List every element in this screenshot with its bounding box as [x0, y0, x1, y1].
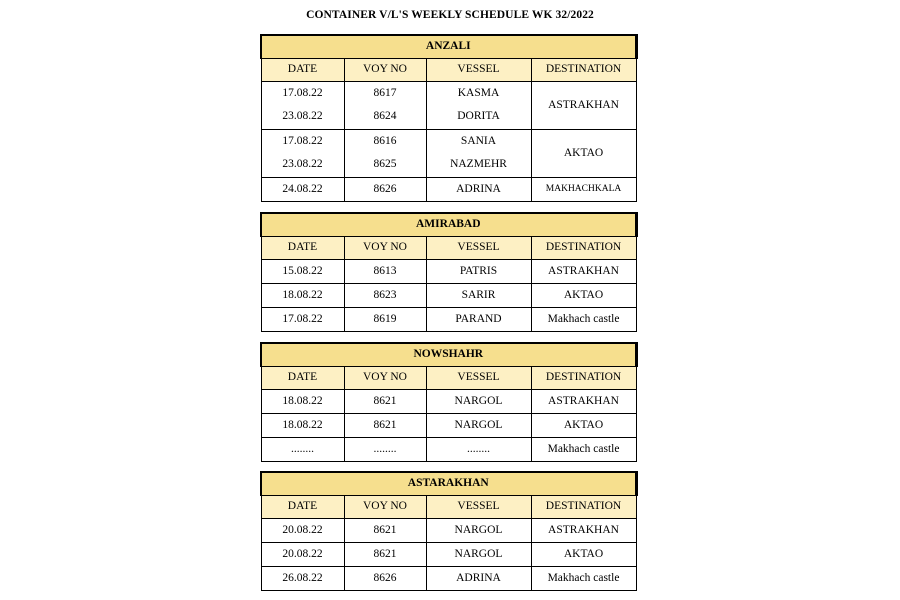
column-header-date: DATE [261, 367, 344, 390]
voy-cell: 8621 [344, 519, 426, 543]
anzali-schedule-table [260, 34, 638, 202]
table-row [261, 519, 636, 543]
amirabad-schedule-table [260, 212, 638, 332]
port-header-row [261, 35, 636, 59]
column-header-voy-no: VOY NO [344, 496, 426, 519]
voy-cell: 8613 [344, 260, 426, 284]
column-header-vessel: VESSEL [426, 237, 531, 260]
destination-cell: MAKHACHKALA [531, 178, 636, 202]
column-header-vessel: VESSEL [426, 496, 531, 519]
column-header-voy-no: VOY NO [344, 59, 426, 82]
column-header-row [261, 59, 636, 82]
destination-cell: ASTRAKHAN [531, 82, 636, 130]
date-cell [261, 82, 344, 130]
voy-cell: 8621 [344, 390, 426, 414]
date-cell: 15.08.22 [261, 260, 344, 284]
column-header-date: DATE [261, 237, 344, 260]
astarakhan-schedule-table [260, 471, 638, 591]
column-header-voy-no: VOY NO [344, 367, 426, 390]
date-cell: 20.08.22 [261, 543, 344, 567]
date-cell: 24.08.22 [261, 178, 344, 202]
table-row [261, 308, 636, 332]
destination-cell: Makhach castle [531, 438, 636, 462]
vessel-cell: ADRINA [426, 567, 531, 591]
column-header-voy-no: VOY NO [344, 237, 426, 260]
voy-cell: 8621 [344, 414, 426, 438]
column-header-destination: DESTINATION [531, 237, 636, 260]
voy-cell [344, 82, 426, 130]
date-value: 23.08.22 [282, 110, 323, 123]
table-row [261, 438, 636, 462]
destination-cell: Makhach castle [531, 567, 636, 591]
column-header-row [261, 367, 636, 390]
vessel-cell: NARGOL [426, 414, 531, 438]
vessel-value: DORITA [457, 110, 500, 123]
port-header-row [261, 472, 636, 496]
table-row [261, 567, 636, 591]
vessel-value: KASMA [457, 87, 500, 100]
vessel-cell: SARIR [426, 284, 531, 308]
port-header-row [261, 343, 636, 367]
column-header-vessel: VESSEL [426, 367, 531, 390]
column-header-destination: DESTINATION [531, 367, 636, 390]
vessel-cell: NARGOL [426, 519, 531, 543]
vessel-value: SANIA [460, 135, 497, 148]
date-cell [261, 130, 344, 178]
port-header-row [261, 213, 636, 237]
destination-cell: AKTAO [531, 543, 636, 567]
date-cell: 18.08.22 [261, 390, 344, 414]
voy-cell: 8619 [344, 308, 426, 332]
voy-cell: 8626 [344, 178, 426, 202]
vessel-value: NAZMEHR [450, 158, 507, 171]
date-value: 23.08.22 [282, 158, 323, 171]
vessel-cell [426, 130, 531, 178]
table-row [261, 414, 636, 438]
date-cell: 20.08.22 [261, 519, 344, 543]
port-name: AMIRABAD [261, 213, 636, 237]
vessel-cell: ........ [426, 438, 531, 462]
vessel-cell: PARAND [426, 308, 531, 332]
date-cell: 18.08.22 [261, 414, 344, 438]
table-row-group [261, 82, 636, 130]
date-cell: 18.08.22 [261, 284, 344, 308]
column-header-destination: DESTINATION [531, 59, 636, 82]
table-row [261, 178, 636, 202]
vessel-cell: NARGOL [426, 390, 531, 414]
destination-cell: ASTRAKHAN [531, 260, 636, 284]
date-cell: ........ [261, 438, 344, 462]
column-header-date: DATE [261, 496, 344, 519]
column-header-vessel: VESSEL [426, 59, 531, 82]
column-header-row [261, 496, 636, 519]
date-value: 17.08.22 [282, 135, 323, 148]
destination-cell: AKTAO [531, 414, 636, 438]
voy-value: 8625 [373, 158, 397, 171]
voy-value: 8617 [373, 87, 397, 100]
page-title: CONTAINER V/L'S WEEKLY SCHEDULE WK 32/2022 [306, 9, 594, 21]
vessel-cell: ADRINA [426, 178, 531, 202]
table-row [261, 260, 636, 284]
date-value: 17.08.22 [282, 87, 323, 100]
destination-cell: AKTAO [531, 130, 636, 178]
column-header-row [261, 237, 636, 260]
column-header-date: DATE [261, 59, 344, 82]
destination-cell: Makhach castle [531, 308, 636, 332]
date-cell: 17.08.22 [261, 308, 344, 332]
destination-cell: AKTAO [531, 284, 636, 308]
port-name: ANZALI [261, 35, 636, 59]
table-row [261, 284, 636, 308]
voy-cell: 8621 [344, 543, 426, 567]
table-row-group [261, 130, 636, 178]
table-row [261, 390, 636, 414]
nowshahr-schedule-table [260, 342, 638, 462]
destination-cell: ASTRAKHAN [531, 390, 636, 414]
vessel-cell: NARGOL [426, 543, 531, 567]
table-row [261, 543, 636, 567]
destination-cell: ASTRAKHAN [531, 519, 636, 543]
voy-cell [344, 130, 426, 178]
vessel-cell: PATRIS [426, 260, 531, 284]
date-cell: 26.08.22 [261, 567, 344, 591]
voy-cell: 8626 [344, 567, 426, 591]
port-name: ASTARAKHAN [261, 472, 636, 496]
column-header-destination: DESTINATION [531, 496, 636, 519]
voy-cell: ........ [344, 438, 426, 462]
voy-value: 8616 [373, 135, 397, 148]
vessel-cell [426, 82, 531, 130]
voy-value: 8624 [373, 110, 397, 123]
voy-cell: 8623 [344, 284, 426, 308]
port-name: NOWSHAHR [261, 343, 636, 367]
